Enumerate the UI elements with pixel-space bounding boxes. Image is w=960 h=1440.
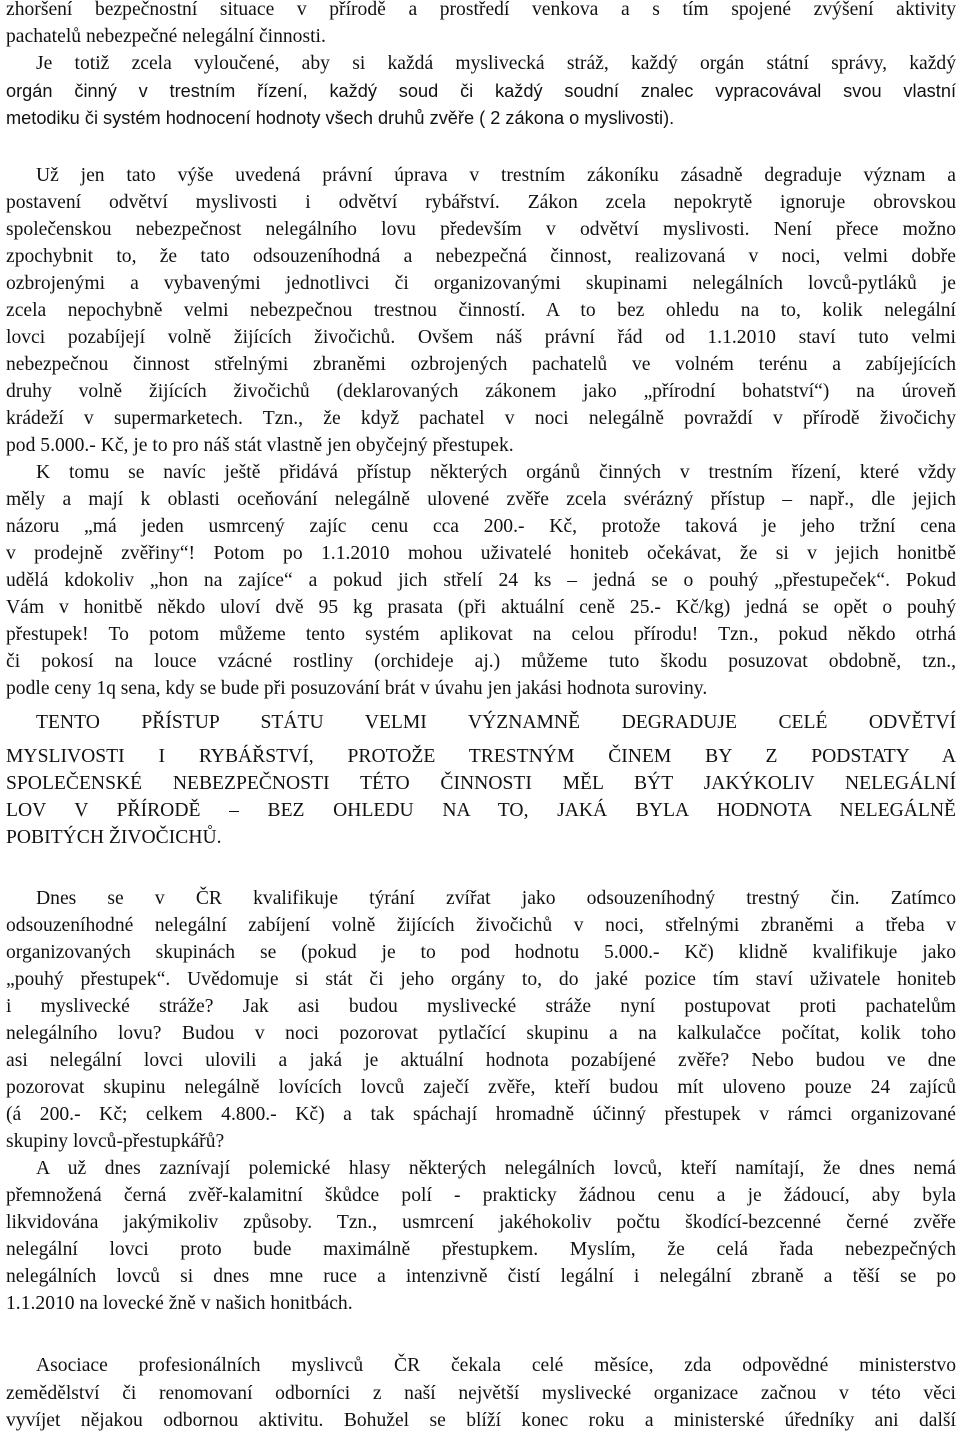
text-line: LOV V PŘÍRODĚ – BEZ OHLEDU NA TO, JAKÁ BYLA HODNOTA NELEGÁLNĚ (6, 800, 956, 821)
text-line: 1.1.2010 na lovecké žně v našich honitbách. (6, 1293, 353, 1314)
text-line: lovci pozabíjejí volně žijících živočichů. Ovšem náš právní řád od 1.1.2010 staví tuto velmi (6, 327, 956, 348)
text-line: či pokosí na louce vzácné rostliny (orchideje aj.) můžeme tuto škodu posuzovat obdobně, tzn., (6, 651, 956, 672)
text-line: měly a mají k oblasti oceňování nelegálně ulovené zvěře zcela svérázný přístup – např., dle jejich (6, 489, 956, 510)
text-line: názoru „má jeden usmrcený zajíc cenu cca 200.- Kč, protože taková je jeho tržní cena (6, 516, 956, 537)
text-line: podle ceny 1q sena, kdy se bude při posuzování brát v úvahu jen jakási hodnota suroviny. (6, 678, 708, 699)
text-line: skupiny lovců-přestupkářů? (6, 1131, 225, 1152)
text-line: nelegálního lovu? Budou v noci pozorovat pytlačící skupinu a na kalkulačce počítat, kolik toho (6, 1023, 956, 1044)
text-line: druhy volně žijících živočichů (deklarovaných zákonem jako „přírodní bohatství“) na úroveň (6, 381, 956, 402)
text-line: odsouzeníhodné nelegální zabíjení volně žijících živočichů v noci, střelnými zbraněmi a třeba v (6, 915, 956, 936)
text-line: přemnožená černá zvěř-kalamitní škůdce polí - prakticky žádnou cenu a je žádoucí, aby byla (6, 1185, 956, 1206)
text-line: v prodejně zvěřiny“! Potom po 1.1.2010 mohou uživatelé honiteb očekávat, že si v jejich honitbě (6, 543, 956, 564)
text-line: vyvíjet nějakou odbornou aktivitu. Bohužel se blíží konec roku a ministerské úředníky ani další (6, 1410, 956, 1431)
text-line: zpochybnit to, že tato odsouzeníhodná a nebezpečná činnost, realizovaná v noci, velmi dobře (6, 246, 956, 267)
text-line: nelegální lovci proto bude maximálně přestupkem. Myslím, že celá řada nebezpečných (6, 1239, 956, 1260)
text-line: společenskou nebezpečnost nelegálního lovu především v odvětví myslivosti. Není přece možno (6, 219, 956, 240)
text-line: MYSLIVOSTI I RYBÁŘSTVÍ, PROTOŽE TRESTNÝM ČINEM BY Z PODSTATY A (6, 746, 956, 767)
text-line: i myslivecké stráže? Jak asi budou myslivecké stráže nyní postupovat proti pachatelům (6, 996, 956, 1017)
text-line: SPOLEČENSKÉ NEBEZPEČNOSTI TÉTO ČINNOSTI MĚL BÝT JAKÝKOLIV NELEGÁLNÍ (6, 773, 956, 794)
text-line: zcela nepochybně velmi nebezpečnou trestnou činností. A to bez ohledu na to, kolik nelegální (6, 300, 956, 321)
text-line: Už jen tato výše uvedená právní úprava v trestním zákoníku zásadně degraduje význam a (36, 165, 956, 186)
text-line: metodiku či systém hodnocení hodnoty všech druhů zvěře ( 2 zákona o myslivosti). (6, 108, 675, 128)
text-line: POBITÝCH ŽIVOČICHŮ. (6, 827, 222, 848)
text-line: K tomu se navíc ještě přidává přístup některých orgánů činných v trestním řízení, které vždy (36, 462, 956, 483)
text-line: Asociace profesionálních myslivců ČR čekala celé měsíce, zda odpovědné ministerstvo (36, 1355, 956, 1376)
text-line: postavení odvětví myslivosti i odvětví rybářství. Zákon zcela nepokrytě ignoruje obrovskou (6, 192, 956, 213)
text-line: zhoršení bezpečnostní situace v přírodě a prostředí venkova a s tím spojené zvýšení aktivity (6, 0, 956, 20)
text-line: TENTO PŘÍSTUP STÁTU VELMI VÝZNAMNĚ DEGRADUJE CELÉ ODVĚTVÍ (36, 712, 956, 733)
text-line: likvidována jakýmikoliv způsoby. Tzn., usmrcení jakéhokoliv počtu škodící-bezcenné černé zvěře (6, 1212, 956, 1233)
text-line: pod 5.000.- Kč, je to pro náš stát vlastně jen obyčejný přestupek. (6, 435, 514, 456)
text-line: Je totiž zcela vyloučené, aby si každá myslivecká stráž, každý orgán státní správy, každý (36, 53, 956, 74)
text-line: udělá kdokoliv „hon na zajíce“ a pokud jich střelí 24 ks – jedná se o pouhý „přestupeček“. Pokud (6, 570, 956, 591)
text-line: organizovaných skupinách se (pokud je to pod hodnotu 5.000.- Kč) klidně kvalifikuje jako (6, 942, 956, 963)
text-line: Vám v honitbě někdo uloví dvě 95 kg prasata (při aktuální ceně 25.- Kč/kg) jedná se opět o pouhý (6, 597, 956, 618)
text-line: „pouhý přestupek“. Uvědomuje si stát či jeho orgány to, do jaké pozice tím staví uživatele honiteb (6, 969, 956, 990)
text-line: nelegálních lovců si dnes mne ruce a intenzivně čistí legální i nelegální zbraně a těší se po (6, 1266, 956, 1287)
text-line: nebezpečnou činnost střelnými zbraněmi ozbrojených pachatelů ve volném terénu a zabíjejících (6, 354, 956, 375)
text-line: (á 200.- Kč; celkem 4.800.- Kč) a tak spáchají hromadně účinný přestupek v rámci organizované (6, 1104, 956, 1125)
text-line: zemědělství či renomovaní odborníci z naší největší myslivecké organizace začnou v této věci (6, 1383, 956, 1404)
text-line: pachatelů nebezpečné nelegální činnosti. (6, 26, 326, 47)
text-line: asi nelegální lovci ulovili a jaká je aktuální hodnota pozabíjené zvěře? Nebo budou ve dne (6, 1050, 956, 1071)
text-line: pozorovat skupinu nelegálně lovících lovců zaječí zvěře, kteří budou mít uloveno pouze 24 zajíců (6, 1077, 956, 1098)
text-line: A už dnes zaznívají polemické hlasy některých nelegálních lovců, kteří namítají, že dnes nemá (36, 1158, 956, 1179)
text-line: orgán činný v trestním řízení, každý soud či každý soudní znalec vypracovával svou vlastní (6, 81, 956, 101)
text-line: krádeží v supermarketech. Tzn., že když pachatel v noci nelegálně povraždí v přírodě živočichy (6, 408, 956, 429)
text-line: přestupek! To potom můžeme tento systém aplikovat na celou přírodu! Tzn., pokud někdo otrhá (6, 624, 956, 645)
text-line: ozbrojenými a vybavenými jednotlivci či organizovanými skupinami nelegálních lovců-pytláků je (6, 273, 956, 294)
text-line: Dnes se v ČR kvalifikuje týrání zvířat jako odsouzeníhodný trestný čin. Zatímco (36, 888, 956, 909)
